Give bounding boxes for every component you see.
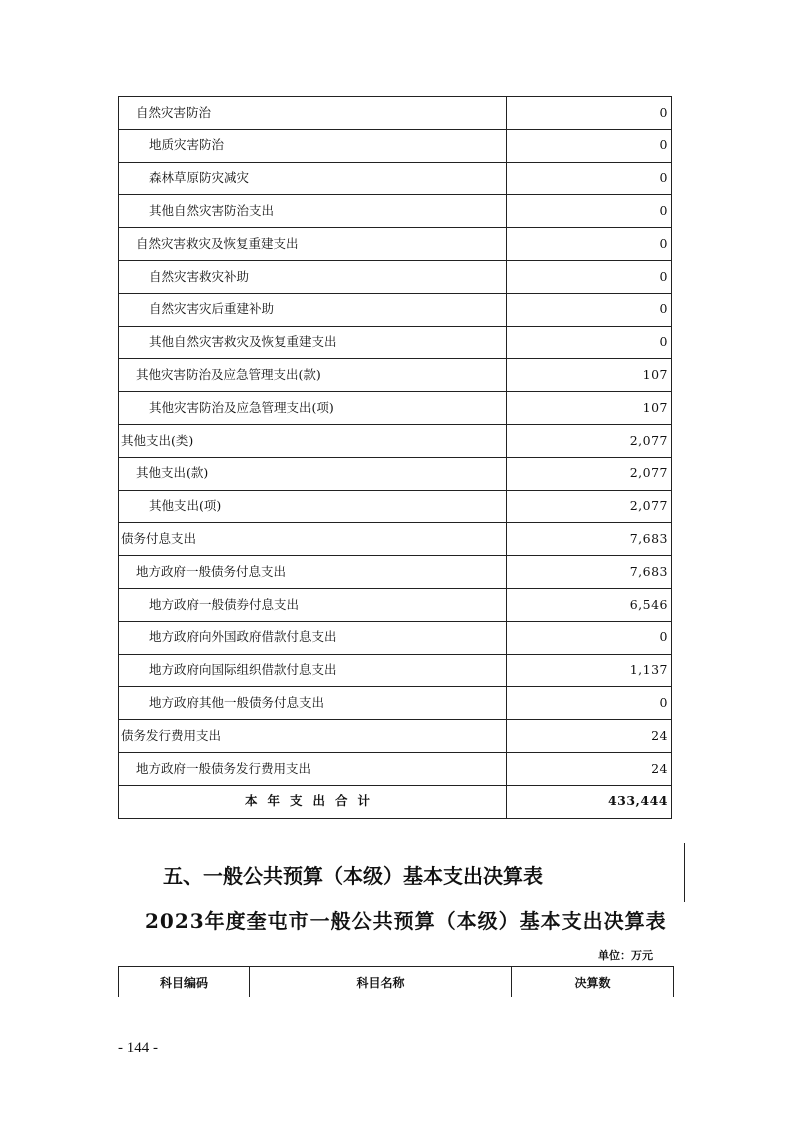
row-name: 债务付息支出 xyxy=(119,523,507,556)
total-value: 433,444 xyxy=(507,785,672,818)
row-value: 0 xyxy=(507,228,672,261)
document-title: 2023年度奎屯市一般公共预算（本级）基本支出决算表 xyxy=(145,909,667,933)
row-name: 森林草原防灾减灾 xyxy=(119,162,507,195)
row-value: 0 xyxy=(507,195,672,228)
row-name: 自然灾害救灾补助 xyxy=(119,260,507,293)
row-value: 0 xyxy=(507,293,672,326)
header-amount: 决算数 xyxy=(512,967,674,998)
row-name: 其他自然灾害防治支出 xyxy=(119,195,507,228)
table-row xyxy=(119,129,672,162)
row-value: 2,077 xyxy=(507,457,672,490)
table-row xyxy=(119,195,672,228)
row-name: 地质灾害防治 xyxy=(119,129,507,162)
unit-label: 单位：万元 xyxy=(598,949,653,962)
table-body xyxy=(119,97,672,786)
table-row xyxy=(119,359,672,392)
expenditure-table xyxy=(118,96,672,819)
header-row xyxy=(119,967,674,998)
table-row xyxy=(119,556,672,589)
table-row xyxy=(119,97,672,130)
row-name: 地方政府向外国政府借款付息支出 xyxy=(119,621,507,654)
row-value: 0 xyxy=(507,162,672,195)
row-name: 其他灾害防治及应急管理支出(项) xyxy=(119,392,507,425)
table-row xyxy=(119,720,672,753)
table-row xyxy=(119,752,672,785)
row-value: 24 xyxy=(507,720,672,753)
row-value: 2,077 xyxy=(507,424,672,457)
row-value: 6,546 xyxy=(507,588,672,621)
row-value: 0 xyxy=(507,621,672,654)
row-name: 地方政府向国际组织借款付息支出 xyxy=(119,654,507,687)
table-row xyxy=(119,654,672,687)
row-name: 其他自然灾害救灾及恢复重建支出 xyxy=(119,326,507,359)
row-value: 107 xyxy=(507,392,672,425)
basic-expenditure-table-header xyxy=(118,966,674,997)
table-row xyxy=(119,687,672,720)
row-name: 地方政府一般债务发行费用支出 xyxy=(119,752,507,785)
row-value: 7,683 xyxy=(507,556,672,589)
table-row xyxy=(119,228,672,261)
table-row xyxy=(119,162,672,195)
page-number: - 144 - xyxy=(118,1040,158,1056)
table-row xyxy=(119,392,672,425)
row-value: 0 xyxy=(507,97,672,130)
row-value: 7,683 xyxy=(507,523,672,556)
table-row xyxy=(119,293,672,326)
row-name: 自然灾害救灾及恢复重建支出 xyxy=(119,228,507,261)
row-name: 其他支出(类) xyxy=(119,424,507,457)
row-value: 0 xyxy=(507,687,672,720)
table-row xyxy=(119,260,672,293)
table-row xyxy=(119,326,672,359)
header-code: 科目编码 xyxy=(119,967,250,998)
row-name: 自然灾害灾后重建补助 xyxy=(119,293,507,326)
table-row xyxy=(119,490,672,523)
row-name: 地方政府其他一般债务付息支出 xyxy=(119,687,507,720)
row-name: 地方政府一般债券付息支出 xyxy=(119,588,507,621)
row-value: 107 xyxy=(507,359,672,392)
row-value: 2,077 xyxy=(507,490,672,523)
row-name: 其他支出(款) xyxy=(119,457,507,490)
table-row xyxy=(119,523,672,556)
row-value: 24 xyxy=(507,752,672,785)
table-row xyxy=(119,588,672,621)
table-row xyxy=(119,621,672,654)
header-name: 科目名称 xyxy=(250,967,512,998)
section-title: 五、一般公共预算（本级）基本支出决算表 xyxy=(163,864,543,888)
table-row xyxy=(119,424,672,457)
row-value: 0 xyxy=(507,260,672,293)
row-value: 0 xyxy=(507,129,672,162)
vertical-rule xyxy=(684,843,685,902)
row-value: 0 xyxy=(507,326,672,359)
total-row xyxy=(119,785,672,818)
row-name: 债务发行费用支出 xyxy=(119,720,507,753)
row-name: 其他灾害防治及应急管理支出(款) xyxy=(119,359,507,392)
table-row xyxy=(119,457,672,490)
total-label: 本年支出合计 xyxy=(119,785,507,818)
row-name: 自然灾害防治 xyxy=(119,97,507,130)
row-value: 1,137 xyxy=(507,654,672,687)
row-name: 地方政府一般债务付息支出 xyxy=(119,556,507,589)
row-name: 其他支出(项) xyxy=(119,490,507,523)
